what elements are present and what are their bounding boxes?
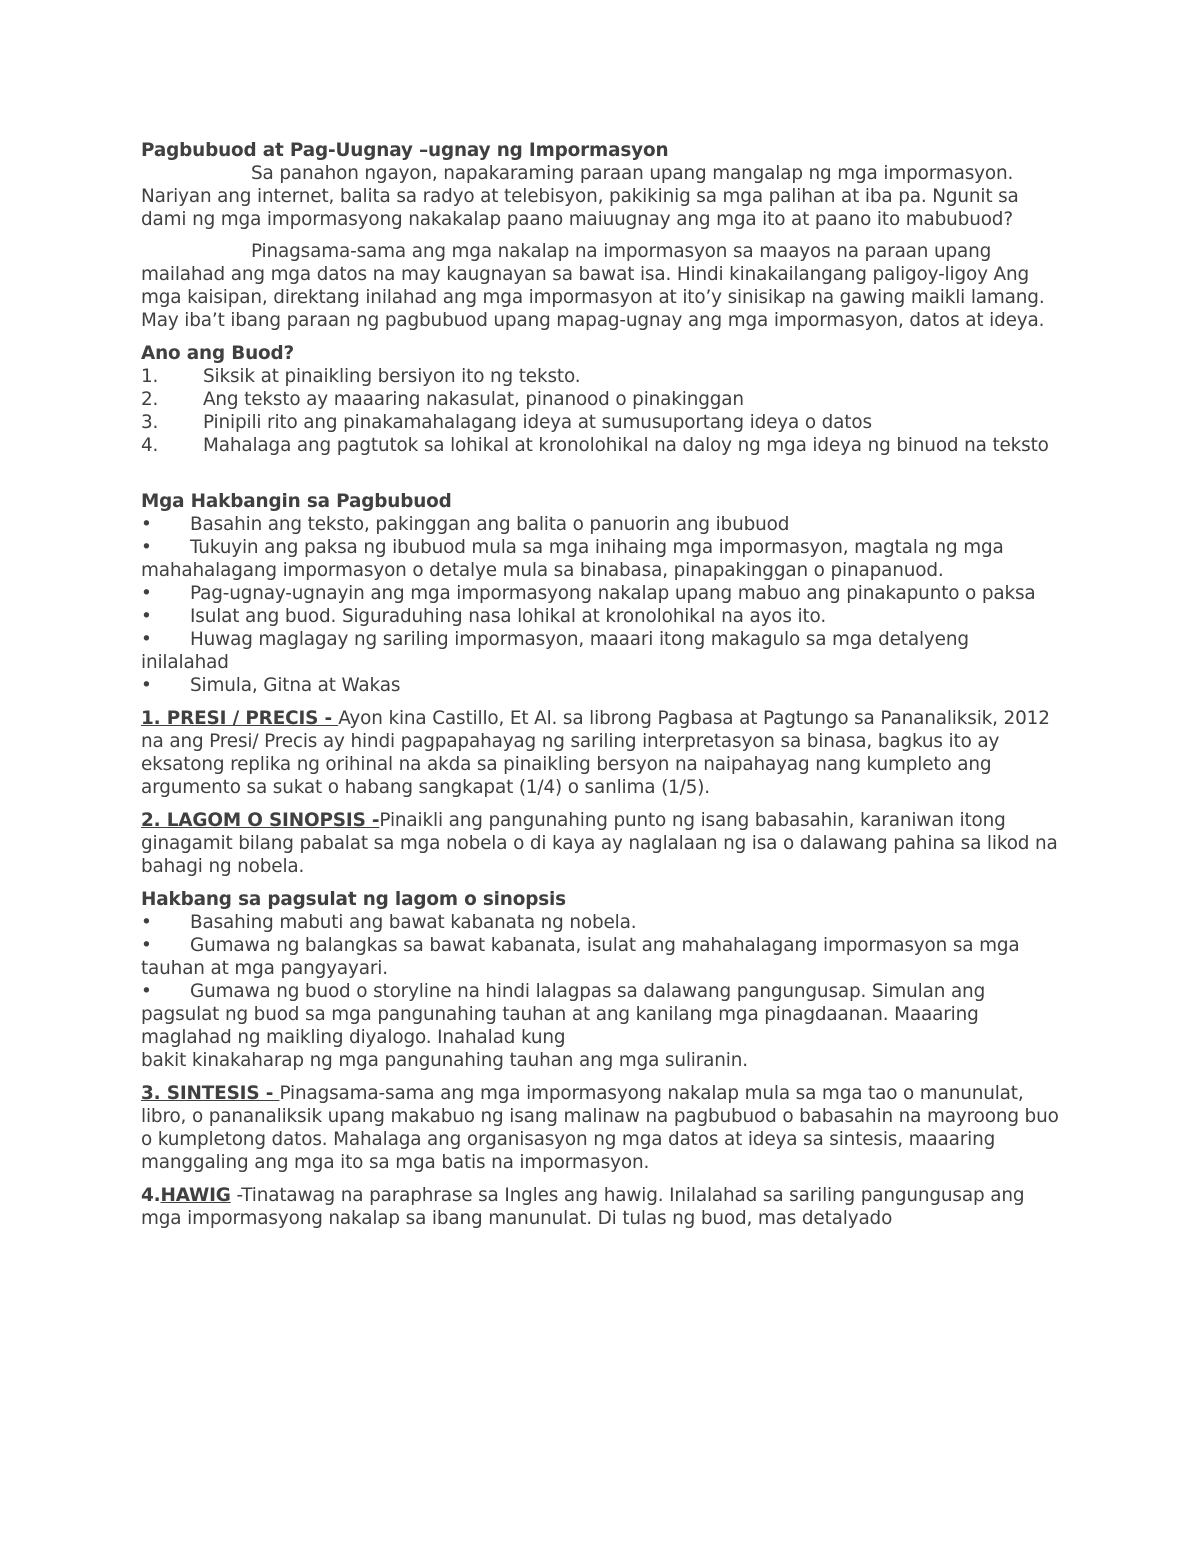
list-item-text: Pinipili rito ang pinakamahalagang ideya at sumusuportang ideya o datos — [203, 412, 872, 433]
document-title: Pagbubuod at Pag-Uugnay –ugnay ng Impormasyon — [141, 140, 669, 161]
bullet-glyph: • — [141, 981, 152, 1002]
lagom-label: 2. LAGOM O SINOPSIS - — [141, 810, 380, 831]
hawig-text: -Tinatawag na paraphrase sa Ingles ang hawig. Inilalahad sa sariling pangungusap ang mga impormasyong nakalap sa ibang manunulat. Di tulas ng buod, mas detalyado — [141, 1185, 1025, 1229]
list-item — [141, 628, 1061, 674]
presi-label: 1. PRESI / PRECIS - — [141, 708, 339, 729]
list-item — [141, 513, 1061, 536]
list-item-text: Gumawa ng buod o storyline na hindi lalagpas sa dalawang pangungusap. Simulan ang pagsulat ng buod sa mga pangunahing tauhan at ang kanilang mga pinagdaanan. Maaaring maglahad ng maikling diyalogo. Inahalad kung — [141, 981, 986, 1048]
list-item-text: Pag-ugnay-ugnayin ang mga impormasyong nakalap upang mabuo ang pinakapunto o paksa — [190, 583, 1036, 604]
spacer — [141, 457, 1061, 480]
list-item-text: Simula, Gitna at Wakas — [190, 675, 401, 696]
list-number: 2. — [141, 389, 159, 410]
hakbang-heading: Mga Hakbangin sa Pagbubuod — [141, 491, 452, 512]
list-item-text: Gumawa ng balangkas sa bawat kabanata, isulat ang mahahalagang impormasyon sa mga tauhan at mga pangyayari. — [141, 935, 1020, 979]
hawig-paragraph — [141, 1184, 1061, 1230]
list-item-text: Basahin ang teksto, pakinggan ang balita o panuorin ang ibubuod — [190, 514, 790, 535]
list-item — [141, 536, 1061, 582]
list-item — [141, 911, 1061, 934]
list-item — [141, 674, 1061, 697]
list-number: 3. — [141, 412, 159, 433]
bullet-glyph: • — [141, 606, 152, 627]
lagom-steps-list — [141, 911, 1061, 1049]
list-item — [141, 934, 1061, 980]
list-item-text: Ang teksto ay maaaring nakasulat, pinanood o pinakinggan — [203, 389, 744, 410]
lagom-text: Pinaikli ang pangunahing punto ng isang babasahin, karaniwan itong ginagamit bilang pabalat sa mga nobela o di kaya ay naglalaan ng isa o dalawang pahina sa likod na bahagi ng nobela. — [141, 810, 1058, 877]
list-item — [141, 411, 1061, 434]
lagom-steps-heading: Hakbang sa pagsulat ng lagom o sinopsis — [141, 889, 566, 910]
list-item — [141, 365, 1061, 388]
list-item-text: Siksik at pinaikling bersiyon ito ng teksto. — [203, 366, 581, 387]
hawig-label: HAWIG — [160, 1185, 231, 1206]
hakbang-list — [141, 513, 1061, 697]
list-item — [141, 434, 1061, 457]
intro-paragraph-1: Sa panahon ngayon, napakaraming paraan upang mangalap ng mga impormasyon. Nariyan ang internet, balita sa radyo at telebisyon, pakikinig sa mga palihan at iba pa. Ngunit sa dami ng mga impormasyong nakakalap paano maiuugnay ang mga ito at paano ito mabubuod? — [141, 163, 1019, 230]
bullet-glyph: • — [141, 629, 152, 650]
document-page — [141, 139, 1061, 1230]
list-item — [141, 605, 1061, 628]
list-item-text: Isulat ang buod. Siguraduhing nasa lohikal at kronolohikal na ayos ito. — [190, 606, 827, 627]
bullet-glyph: • — [141, 912, 152, 933]
list-item — [141, 980, 1061, 1049]
list-item-text: Huwag maglagay ng sariling impormasyon, maaari itong makagulo sa mga detalyeng inilalahad — [141, 629, 969, 673]
list-number: 1. — [141, 366, 159, 387]
bullet-glyph: • — [141, 537, 152, 558]
list-item-text: Mahalaga ang pagtutok sa lohikal at kronolohikal na daloy ng mga ideya ng binuod na teksto — [203, 435, 1049, 456]
intro-paragraph-2: Pinagsama-sama ang mga nakalap na impormasyon sa maayos na paraan upang mailahad ang mga datos na may kaugnayan sa bawat isa. Hindi kinakailangang paligoy-ligoy Ang mga kaisipan, direktang inilahad ang mga impormasyon at ito’y sinisikap na gawing maikli lamang. May iba’t ibang paraan ng pagbubuod upang mapag-ugnay ang mga impormasyon, datos at ideya. — [141, 241, 1045, 331]
list-item-text: Basahing mabuti ang bawat kabanata ng nobela. — [190, 912, 637, 933]
list-item — [141, 388, 1061, 411]
lagom-steps-tail: bakit kinakaharap ng mga pangunahing tauhan ang mga suliranin. — [141, 1050, 748, 1071]
hawig-number: 4. — [141, 1185, 161, 1206]
sintesis-label: 3. SINTESIS - — [141, 1083, 280, 1104]
list-item-text: Tukuyin ang paksa ng ibubuod mula sa mga inihaing mga impormasyon, magtala ng mga mahahalagang impormasyon o detalye mula sa binabasa, pinapakinggan o pinapanuod. — [141, 537, 1004, 581]
presi-paragraph — [141, 707, 1061, 799]
lagom-paragraph — [141, 809, 1061, 878]
buod-heading: Ano ang Buod? — [141, 343, 295, 364]
sintesis-text: Pinagsama-sama ang mga impormasyong nakalap mula sa mga tao o manunulat, libro, o pananaliksik upang makabuo ng isang malinaw na pagbubuod o babasahin na mayroong buo o kumpletong datos. Mahalaga ang organisasyon ng mga datos at ideya sa sintesis, maaaring manggaling ang mga ito sa mga batis na impormasyon. — [141, 1083, 1059, 1173]
list-item — [141, 582, 1061, 605]
bullet-glyph: • — [141, 583, 152, 604]
presi-text: Ayon kina Castillo, Et Al. sa librong Pagbasa at Pagtungo sa Pananaliksik, 2012 na ang Presi/ Precis ay hindi pagpapahayag ng sariling interpretasyon sa binasa, bagkus ito ay eksatong replika ng orihinal na akda sa pinaikling bersyon na naipahayag nang kumpleto ang argumento sa sukat o habang sangkapat (1/4) o sanlima (1/5). — [141, 708, 1050, 798]
bullet-glyph: • — [141, 935, 152, 956]
sintesis-paragraph — [141, 1082, 1061, 1174]
bullet-glyph: • — [141, 675, 152, 696]
bullet-glyph: • — [141, 514, 152, 535]
list-number: 4. — [141, 435, 159, 456]
buod-list — [141, 365, 1061, 457]
